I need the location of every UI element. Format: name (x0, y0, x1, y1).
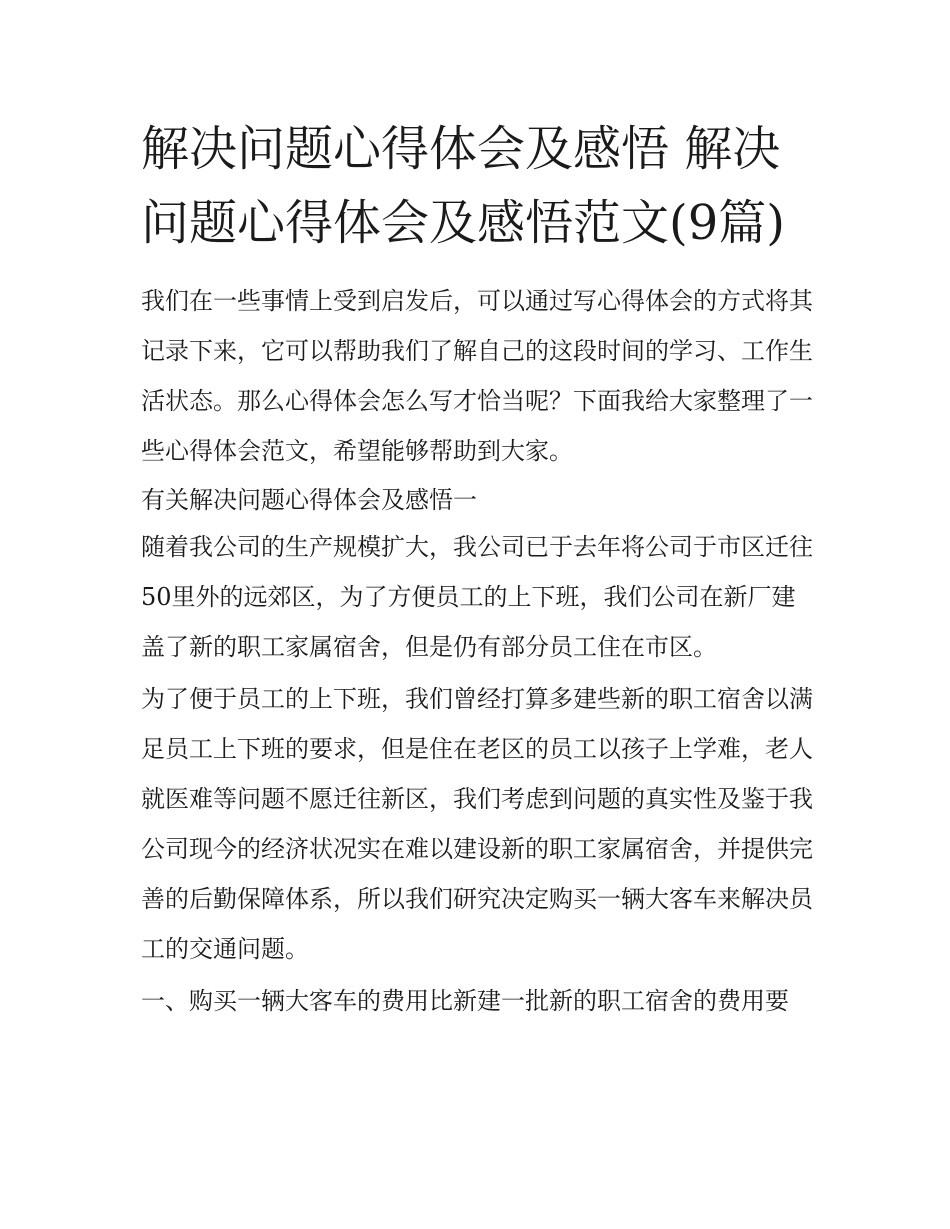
document-title: 解决问题心得体会及感悟 解决问题心得体会及感悟范文(9篇) (141, 121, 785, 251)
body-paragraph-3: 一、购买一辆大客车的费用比新建一批新的职工宿舍的费用要 (141, 987, 789, 1015)
body-paragraph-2: 为了便于员工的上下班，我们曾经打算多建些新的职工宿舍以满足员工上下班的要求，但是住在老区的员工以孩子上学难，老人就医难等问题不愿迁往新区，我们考虑到问题的真实性及鉴于我公司现今的经济状况实在难以建设新的职工家属宿舍，并提供完善的后勤保障体系，所以我们研究决定购买一辆大客车来解决员工的交通问题。 (141, 685, 813, 963)
section-heading: 有关解决问题心得体会及感悟一 (141, 486, 477, 514)
document-page (141, 112, 813, 1026)
body-paragraph-1: 随着我公司的生产规模扩大，我公司已于去年将公司于市区迁往50里外的远郊区，为了方便员工的上下班，我们公司在新厂建盖了新的职工家属宿舍，但是仍有部分员工住在市区。 (141, 533, 813, 661)
intro-paragraph: 我们在一些事情上受到启发后，可以通过写心得体会的方式将其记录下来，它可以帮助我们了解自己的这段时间的学习、工作生活状态。那么心得体会怎么写才恰当呢？下面我给大家整理了一些心得体会范文，希望能够帮助到大家。 (141, 287, 813, 465)
